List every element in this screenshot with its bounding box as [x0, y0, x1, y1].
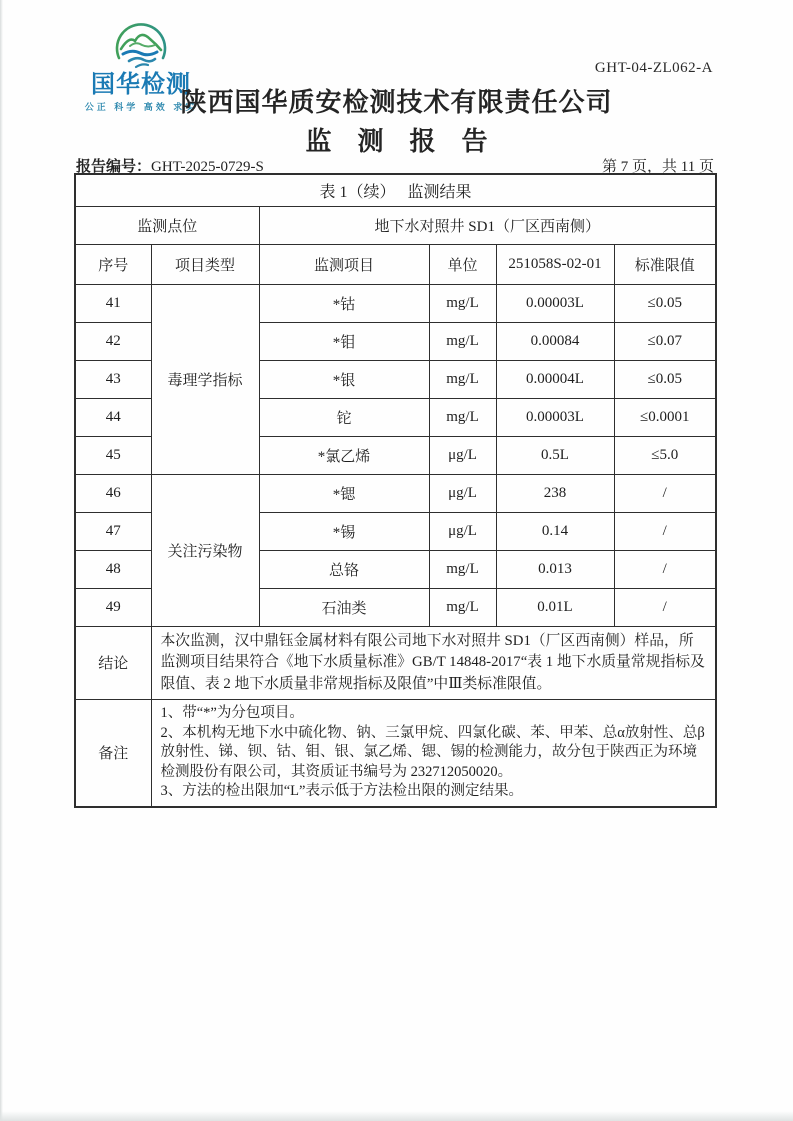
remark-line: 1、带“*”为分包项目。: [160, 705, 304, 721]
cell-value: 0.14: [496, 512, 614, 550]
cell-type: 毒理学指标: [151, 284, 259, 474]
cell-unit: μg/L: [429, 474, 496, 512]
cell-type: 关注污染物: [151, 474, 259, 626]
cell-limit: /: [614, 550, 716, 588]
cell-item: *氯乙烯: [259, 436, 429, 474]
cell-unit: mg/L: [429, 360, 496, 398]
cell-value: 0.00003L: [496, 284, 614, 322]
cell-no: 46: [75, 474, 151, 512]
cell-item: *银: [259, 360, 429, 398]
table-title-row: [75, 174, 716, 206]
site-row: [75, 206, 716, 244]
site-label: 监测点位: [75, 206, 259, 244]
report-no-value: GHT-2025-0729-S: [151, 159, 264, 175]
conclusion-text: 本次监测，汉中鼎钰金属材料有限公司地下水对照井 SD1（厂区西南侧）样品，所监测项目结果符合《地下水质量标准》GB/T 14848-2017“表 1 地下水质量常规指标及限值、表 2 地下水质量非常规指标及限值”中Ⅲ类标准限值。: [151, 626, 716, 700]
cell-value: 238: [496, 474, 614, 512]
cell-unit: mg/L: [429, 550, 496, 588]
cell-no: 48: [75, 550, 151, 588]
cell-unit: μg/L: [429, 436, 496, 474]
table-row: [75, 474, 716, 512]
column-header-row: [75, 244, 716, 284]
cell-limit: ≤0.05: [614, 360, 716, 398]
cell-no: 42: [75, 322, 151, 360]
remark-text: [151, 700, 716, 807]
remark-label: 备注: [75, 700, 151, 807]
remark-row: [75, 700, 716, 807]
cell-limit: ≤0.05: [614, 284, 716, 322]
company-name: 陕西国华质安检测技术有限责任公司: [180, 87, 613, 117]
cell-limit: ≤5.0: [614, 436, 716, 474]
column-header: 监测项目: [259, 244, 429, 284]
column-header: 序号: [75, 244, 151, 284]
cell-limit: /: [614, 474, 716, 512]
cell-limit: /: [614, 588, 716, 626]
column-header: 251058S-02-01: [496, 244, 614, 284]
cell-item: *钴: [259, 284, 429, 322]
cell-value: 0.00084: [496, 322, 614, 360]
report-title: 监 测 报 告: [305, 126, 488, 156]
remark-line: 2、本机构无地下水中硫化物、钠、三氯甲烷、四氯化碳、苯、甲苯、总α放射性、总β放射性、锑、钡、钴、钼、银、氯乙烯、锶、锡的检测能力，故分包于陕西正为环境检测股份有限公司，其资质证书编号为 232712050020。: [160, 724, 705, 780]
doc-code: GHT-04-ZL062-A: [594, 60, 713, 76]
column-header: 单位: [429, 244, 496, 284]
cell-limit: /: [614, 512, 716, 550]
cell-no: 43: [75, 360, 151, 398]
cell-no: 45: [75, 436, 151, 474]
cell-item: *锶: [259, 474, 429, 512]
cell-unit: mg/L: [429, 284, 496, 322]
cell-item: 石油类: [259, 588, 429, 626]
results-body: [75, 284, 716, 626]
page-info: 第 7 页，共 11 页: [602, 159, 714, 175]
table-row: [75, 284, 716, 322]
cell-limit: ≤0.0001: [614, 398, 716, 436]
cell-value: 0.5L: [496, 436, 614, 474]
cell-no: 41: [75, 284, 151, 322]
cell-item: *钼: [259, 322, 429, 360]
cell-no: 49: [75, 588, 151, 626]
cell-unit: mg/L: [429, 322, 496, 360]
column-header: 项目类型: [151, 244, 259, 284]
remark-line: 3、方法的检出限加“L”表示低于方法检出限的测定结果。: [160, 783, 523, 800]
cell-value: 0.013: [496, 550, 614, 588]
conclusion-label: 结论: [75, 626, 151, 700]
cell-value: 0.00004L: [496, 360, 614, 398]
logo-text: 国华检测: [91, 71, 191, 98]
cell-item: *锡: [259, 512, 429, 550]
conclusion-row: [75, 626, 716, 700]
scan-edge-artifact: [0, 0, 3, 1121]
cell-unit: mg/L: [429, 588, 496, 626]
table-title: 表 1（续） 监测结果: [75, 174, 716, 206]
report-no-label: 报告编号：: [76, 159, 152, 175]
cell-item: 总铬: [259, 550, 429, 588]
logo-emblem-icon: [110, 12, 172, 72]
cell-value: 0.01L: [496, 588, 614, 626]
cell-value: 0.00003L: [496, 398, 614, 436]
cell-item: 铊: [259, 398, 429, 436]
column-header: 标准限值: [614, 244, 716, 284]
cell-unit: μg/L: [429, 512, 496, 550]
cell-no: 44: [75, 398, 151, 436]
results-table: [74, 173, 717, 808]
scan-shadow-artifact: [0, 1111, 793, 1121]
logo-tagline: 公正 科学 高效 求实: [84, 102, 198, 113]
cell-limit: ≤0.07: [614, 322, 716, 360]
cell-unit: mg/L: [429, 398, 496, 436]
site-value: 地下水对照井 SD1（厂区西南侧）: [259, 206, 716, 244]
cell-no: 47: [75, 512, 151, 550]
